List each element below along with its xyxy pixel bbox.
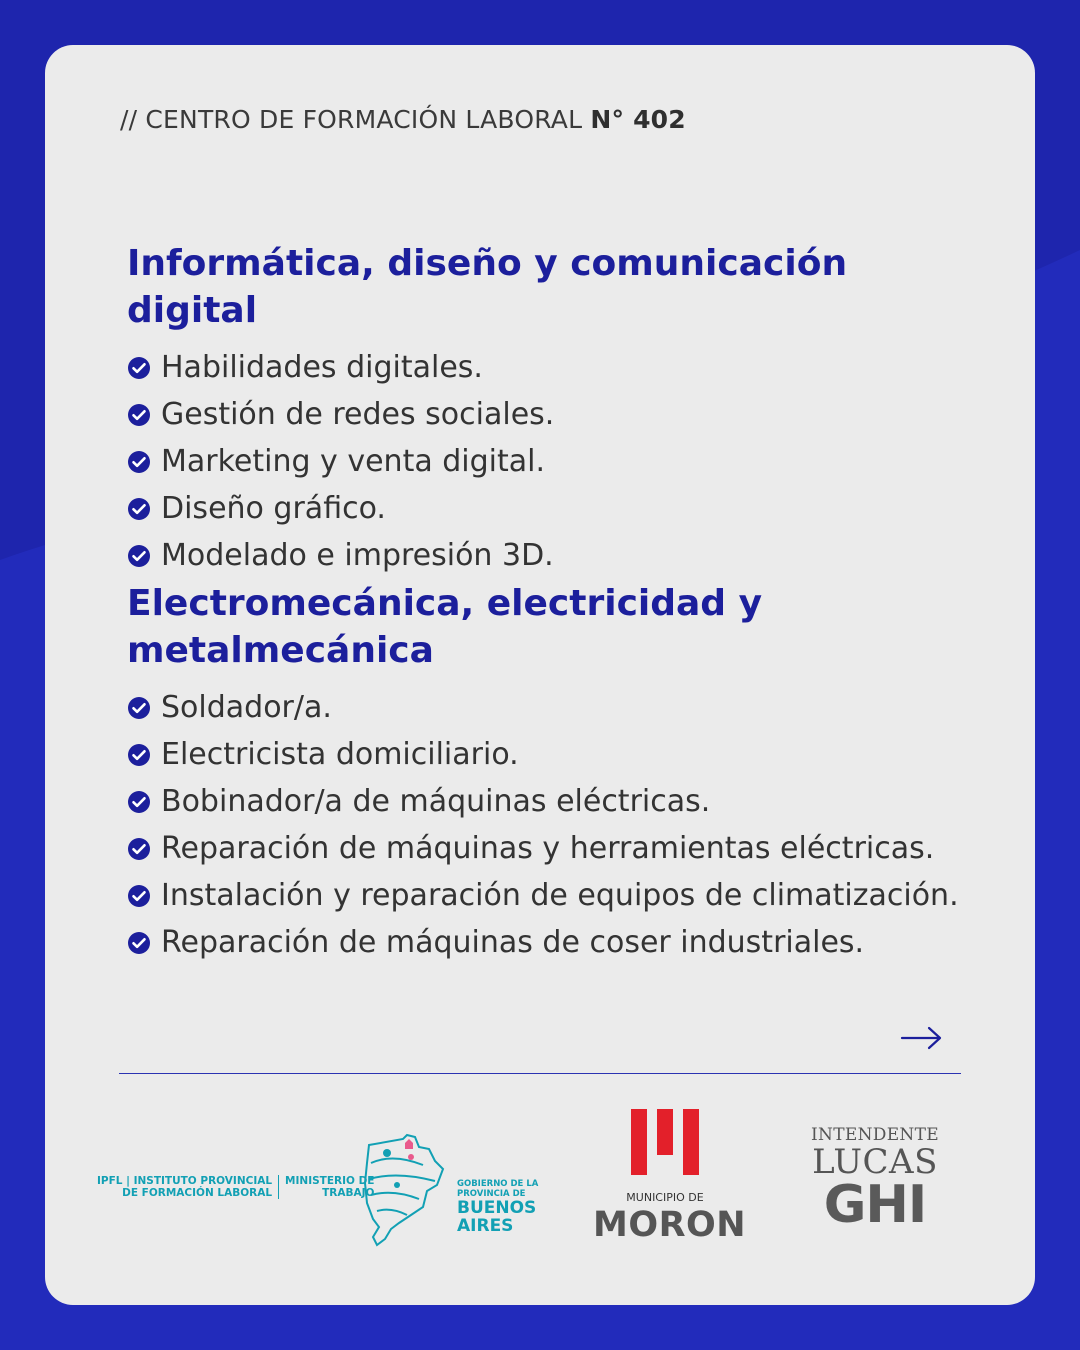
buenos-aires-map-icon: [363, 1133, 445, 1247]
section-informatica: [127, 240, 987, 579]
ghi-line3: GHI: [823, 1175, 927, 1235]
course-label: Reparación de máquinas y herramientas eléctricas.: [161, 831, 935, 866]
moron-logo-mark: [631, 1107, 699, 1177]
section-title: Informática, diseño y comunicación digital: [127, 243, 848, 331]
page-header: [120, 105, 686, 134]
check-circle-icon: [127, 403, 151, 427]
check-circle-icon: [127, 743, 151, 767]
course-label: Instalación y reparación de equipos de climatización.: [161, 878, 959, 913]
pba-big1: BUENOS: [457, 1198, 537, 1218]
pba-logo-text: [457, 1179, 538, 1235]
check-circle-icon: [127, 544, 151, 568]
list-item: [127, 532, 987, 579]
list-item: [127, 825, 987, 872]
header-prefix: // CENTRO DE FORMACIÓN LABORAL: [120, 105, 583, 134]
list-item: [127, 919, 987, 966]
course-label: Marketing y venta digital.: [161, 444, 546, 479]
check-circle-icon: [127, 790, 151, 814]
arrow-right-icon[interactable]: [900, 1023, 944, 1053]
ghi-line1: INTENDENTE: [811, 1125, 939, 1145]
pba-big2: AIRES: [457, 1216, 514, 1236]
moron-small-text: MUNICIPIO DE: [626, 1191, 704, 1204]
section-electromecanica: [127, 580, 987, 966]
list-item: [127, 872, 987, 919]
list-item: [127, 684, 987, 731]
ghi-line2: LUCAS: [812, 1142, 938, 1182]
list-item: [127, 344, 987, 391]
course-label: Bobinador/a de máquinas eléctricas.: [161, 784, 711, 819]
moron-big-text: MORON: [593, 1205, 747, 1245]
check-circle-icon: [127, 884, 151, 908]
ipfl-line1: IPFL | INSTITUTO PROVINCIAL: [97, 1175, 273, 1187]
header-number: N° 402: [590, 105, 686, 134]
course-list: [127, 344, 987, 579]
course-label: Gestión de redes sociales.: [161, 397, 555, 432]
ipfl-line2: DE FORMACIÓN LABORAL: [122, 1187, 273, 1199]
check-circle-icon: [127, 931, 151, 955]
pba-small1: GOBIERNO DE LA: [457, 1179, 539, 1189]
check-circle-icon: [127, 450, 151, 474]
list-item: [127, 438, 987, 485]
list-item: [127, 778, 987, 825]
check-circle-icon: [127, 837, 151, 861]
list-item: [127, 485, 987, 532]
section-title: Electromecánica, electricidad y metalmecánica: [127, 583, 763, 671]
footer-logos: [45, 1125, 1035, 1275]
check-circle-icon: [127, 356, 151, 380]
course-label: Electricista domiciliario.: [161, 737, 519, 772]
check-circle-icon: [127, 696, 151, 720]
course-label: Soldador/a.: [161, 690, 332, 725]
divider: [119, 1073, 961, 1074]
course-label: Habilidades digitales.: [161, 350, 483, 385]
ipfl-logo: [97, 1175, 374, 1199]
course-label: Modelado e impresión 3D.: [161, 538, 554, 573]
ministry-line2: TRABAJO: [322, 1187, 375, 1199]
course-label: Reparación de máquinas de coser industriales.: [161, 925, 865, 960]
content-card: [45, 45, 1035, 1305]
intendente-logo: [807, 1125, 943, 1235]
pba-small2: PROVINCIA DE: [457, 1189, 526, 1199]
course-label: Diseño gráfico.: [161, 491, 386, 526]
list-item: [127, 731, 987, 778]
check-circle-icon: [127, 497, 151, 521]
list-item: [127, 391, 987, 438]
course-list: [127, 684, 987, 966]
ministry-line1: MINISTERIO DE: [285, 1175, 375, 1187]
